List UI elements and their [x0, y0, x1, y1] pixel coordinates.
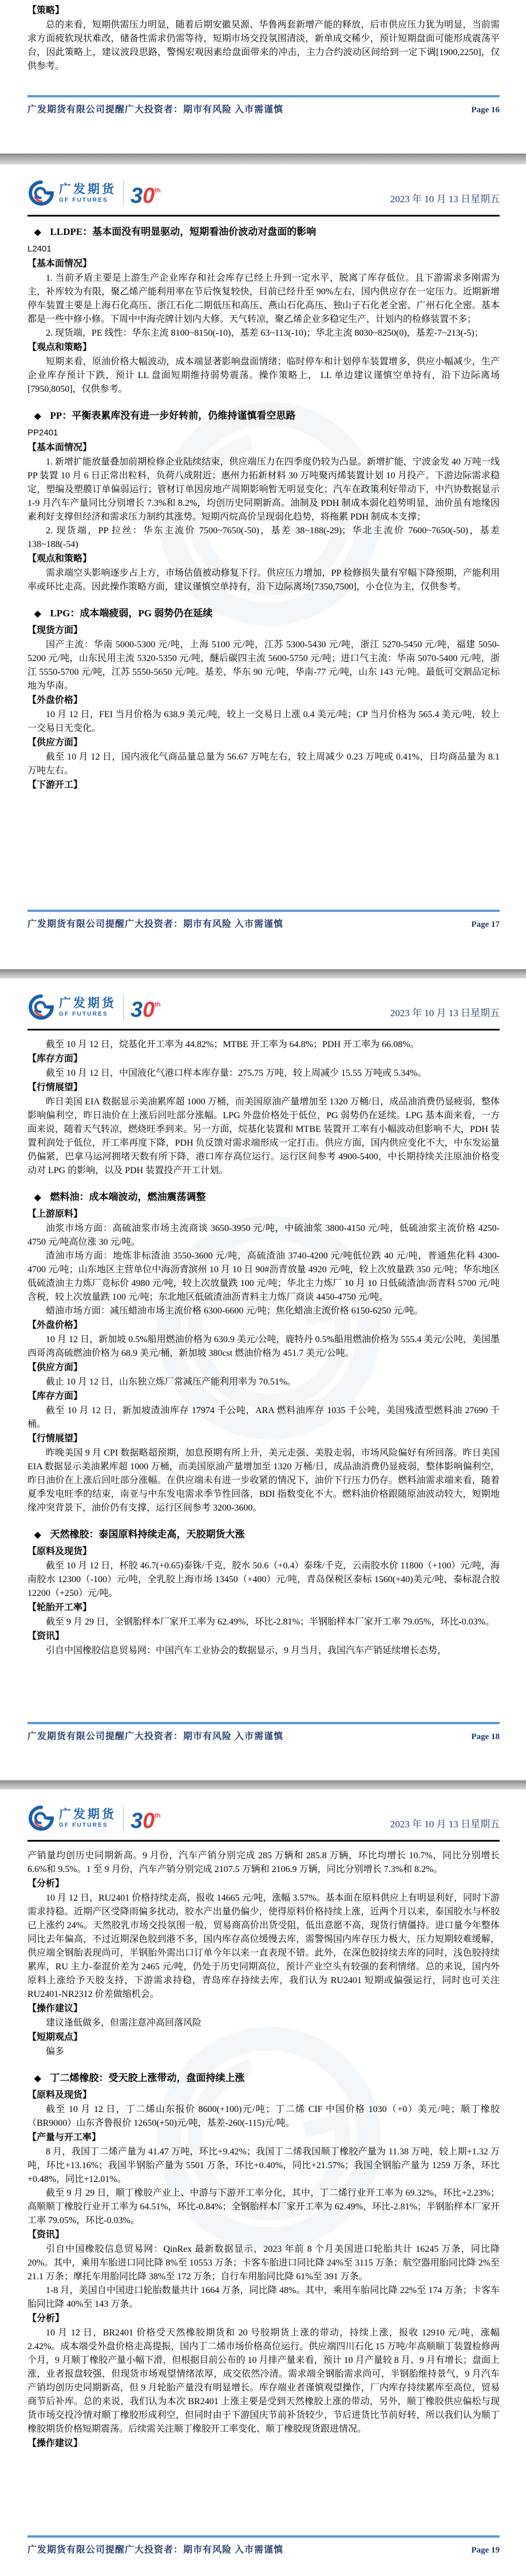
footer-disclaimer: 广发期货有限公司提醒广大投资者：期市有风险 入市需谨慎: [27, 919, 284, 929]
paragraph: 油浆市场方面：高硫油浆市场主流商谈 3650-3950 元/吨，中硫油浆 3800-4150 元/吨，低硫油浆主流价格 4250-4750 元/吨高位涨 30 元/吨。: [27, 1224, 500, 1247]
gf-logo-icon: [27, 1804, 55, 1832]
bracket-label: 【策略】: [27, 6, 65, 15]
paragraph: 偏多: [46, 2047, 65, 2056]
page-17: [0, 164, 526, 969]
bracket-label: 【下游开工】: [27, 780, 83, 790]
paragraph: 渣油市场方面：地炼非标渣油 3550-3600 元/吨，高硫渣油 3740-4200 元/吨低位跌 40 元/吨，普通焦化料 4300-4700 元/吨；山东地区主营单位中海沥青滨州 10 月 10 日 90#沥青放量 4920 元/吨，较上次放量跌 350 元/吨；华东地区低硫渣油主力炼厂竞标价 4980 元/吨，较上次放量跌 100 元/吨；华北主力炼厂 10 月 10 日低硫渣油/沥青料 5700 元/吨含税，较上次放量跌 100 元/吨；东北地区低硫渣油沥青料主力炼厂商谈 4450-4750 元/吨。: [27, 1251, 500, 1302]
page-header: [27, 1804, 500, 1832]
brand-name-cn: 广发期货: [59, 182, 116, 196]
paragraph: 昨晚美国 9 月 CPI 数据略超预期，加息预期有所上升，美元走强、美股走弱，市场风险偏好有所回落。昨日美国 EIA 数据显示美油累库超 1000 万桶，而美国原油产量增加至 1320 万桶/日，成品油消费仍显疲弱，整体影响偏利空，昨日油价在上涨后回吐部分涨幅。在供应端未有进一步收紧的情况下，油价下行压力仍存。燃料油需求端来看，随着夏季发电旺季的结束，南亚与中东发电需求季节性回落，BDI 指数变化不大。燃料油价格跟随原油波动较大，短期地缘冲突背景下，油价仍有支撑，运行区间参考 3200-3600。: [27, 1448, 500, 1513]
bracket-label: 【现货方面】: [27, 626, 83, 635]
diamond-bullet-icon: ◆: [34, 228, 41, 237]
page-footer: [27, 95, 500, 115]
diamond-bullet-icon: ◆: [34, 1193, 41, 1202]
brand-name-cn: 广发期货: [59, 1807, 116, 1821]
diamond-bullet-icon: ◆: [34, 412, 41, 421]
bracket-label: 【产量与开工率】: [27, 2133, 101, 2142]
section-heading: [34, 409, 500, 423]
bracket-label: 【资讯】: [27, 1631, 65, 1641]
footer-disclaimer: 广发期货有限公司提醒广大投资者：期市有风险 入市需谨慎: [27, 2545, 284, 2555]
report-date: 2023 年 10 月 13 日星期五: [390, 1819, 500, 1830]
bracket-label: 【操作建议】: [27, 2004, 83, 2013]
paragraph: 截至 10 月 12 日，杯胶 46.7(+0.65)泰铢/千克，胶水 50.6（+0.4）泰珠/千克，云南胶水价 11800（+100）元/吨，海南胶水 12300（-100）元/吨，全乳胶上海市场 13450（+400）元/吨，青岛保税区泰标 1560(+40)美元/吨，泰标混合胶 12200（+250）元/吨。: [27, 1561, 500, 1598]
bracket-label: 【资讯】: [27, 2230, 65, 2240]
bracket-label: 【库存方面】: [27, 1391, 83, 1401]
bracket-label: 【供应方面】: [27, 1363, 83, 1372]
paragraph: 1. 新增扩能放量叠加前期检修企业陆续结束，供应端压力在四季度仍较为凸显。新增扩能，宁波金发 40 万吨一线 PP 装置 10 月 6 日正常出粒料，负荷八成附近；惠州力拓新材料 30 万吨聚丙烯装置计划 10 月投产。下游边际需求稳定，塑编及塑膜订单偏弱运行；管材订单因房地产周期影响暂无明显变化；汽车在政策利好带动下，中汽协数据显示 1-9 月汽车产量同比分别增长 7.3%和 8.2%，均创历史同期新高。油制及 PDH 制成本弱化趋势明显，油价虽有地缘因素利好支撑但经济和需求压力制约其涨势。短期丙烷高价呈现弱化趋势，将拖累 PDH 制成本支撑；: [27, 457, 500, 522]
bracket-label: 【供应方面】: [27, 738, 83, 748]
brand-logo: [27, 1804, 161, 1832]
page-18: [0, 978, 526, 1780]
section-title: PP：平衡表累库没有进一步好转前，仍维持谨慎看空思路: [50, 410, 296, 421]
paragraph: 8 月，我国丁二烯产量为 41.47 万吨，环比+9.42%；我国丁二烯我国顺丁橡胶产量为 11.38 万吨，较上期+1.32 万吨，环比+13.16%；我国半钢胎产量为 5501 万条，环比+0.40%，同比+21.57%；我国全钢胎产量为 1259 万条，环比+0.48%，同比+12.01%。: [27, 2147, 500, 2184]
page-number: Page 16: [471, 105, 500, 115]
brand-name-en: GF FUTURES: [59, 196, 108, 203]
paragraph: 截至 9 月 29 日，全钢胎样本厂家开工率为 62.49%，环比-2.81%；半钢胎样本厂家开工率 79.05%，环比-0.03%。: [46, 1617, 495, 1627]
anniversary-digit-0: 0: [143, 183, 155, 208]
brand-logo: [27, 993, 161, 1021]
paragraph: 截至 10 月 12 日，国内液化气商品量总量为 56.67 万吨左右，较上周减少 0.23 万吨或 0.41%，日均商品量为 8.1 万吨左右。: [27, 752, 500, 776]
paragraph: 截至 10 月 12 日，新加坡渣油库存 17974 千公吨，ARA 燃料油库存 1035 千公吨，美国残渣型燃料油 27690 千桶。: [27, 1406, 500, 1429]
paragraph: 截至 10 月 12 日，中国液化气港口样本库存量：275.75 万吨，较上周减少 15.55 万吨或 5.34%。: [46, 1068, 427, 1078]
page-gap: [0, 1780, 526, 1790]
paragraph: 蜡油市场方面：减压蜡油市场主流价格 6300-6600 元/吨；焦化蜡油主流价格 6150-6250 元/吨。: [46, 1306, 424, 1316]
anniversary-th: th: [155, 1812, 161, 1819]
brand-logo: [27, 179, 161, 207]
page-number: Page 18: [471, 1732, 500, 1741]
page-number: Page 19: [471, 2546, 500, 2555]
brand-text: [59, 1808, 116, 1829]
paragraph: 引自中国橡胶信息贸易网：QinRex 最新数据显示，2023 年前 8 个月美国进口轮胎共计 16245 万条，同比降 20%。其中，乘用车胎进口同比降 8%至 10553 万条；卡客车胎进口同比降 24%至 3115 万条；航空器用胎同比降 2%至 21.1 万条；摩托车用胎同比降 38%至 172 万条；自行车用胎同比降 61%至 391 万条。: [27, 2244, 500, 2282]
bracket-label: 【原料及现货】: [27, 1547, 92, 1556]
bracket-label: 【轮胎开工率】: [27, 1603, 92, 1613]
bracket-label: 【外盘价格】: [27, 1320, 83, 1330]
paragraph: 国产主流：华南 5000-5300 元/吨，上海 5100 元/吨，江苏 5300-5430 元/吨，浙江 5270-5450 元/吨，福建 5050-5200 元/吨，山东民用主流 5320-5350 元/吨，醚后碳四主流 5600-5750 元/吨；进口气主流：华南 5070-5400 元/吨，浙江 5550-5700 元/吨，江苏 5550-5650 元/吨。基差，华东 90 元/吨，华南-77 元/吨，山东 143 元/吨。最低可交割品定标地为华南。: [27, 640, 500, 691]
paragraph: 截至 9 月 29 日，顺丁橡胶产业上、中游与下游开工率分化，其中，丁二烯行业开工率为 69.32%，环比+2.23%；高顺顺丁橡胶行业开工率为 64.51%，环比-0.84%；全钢胎样本厂家开工率为 62.49%，环比-2.81%；半钢胎样本厂家开工率 79.05%，环比-0.03%。: [27, 2188, 500, 2225]
page-19: [0, 1790, 526, 2576]
paragraph: 10 月 12 日，RU2401 价格持续走高，报收 14665 元/吨，涨幅 3.57%。基本面在原料供应上有明显利好，同时下游需求持稳。近期产区受降雨偏多扰动，胶水产出量仍偏少，使得原料价格持续上涨，近两个月以来，泰国胶水与杯胶已上涨约 24%。天然胶乳市场交投氛围一般，贸易商高价出货受阻，低出意愿不高，现货行情僵持。进口量今年整体同比去年偏高，不过近期深色胶到港不多，国内库存高位缓慢去库，需警惕国内库存压力极大，压力短期较难缓解，供应端全钢胎表现尚可，半钢胎外需出口订单今年以来一直表现不错。此外，在深色胶持续去库的同时，浅色胶持续累库，RU 主力-泰混价差为 2465 元/吨，仍处于历史同期高位，预计产业空头有较强的套利情绪。总的来说，国内外原料上涨给予天胶支持，下游需求持稳，青岛库存持续去库，我们认为 RU2401 短期或偏强运行，同时也可关注 RU2401-NR2312 价差做缩机会。: [27, 1893, 500, 1999]
diamond-bullet-icon: ◆: [34, 1531, 41, 1540]
paragraph: 总的来看，短期供需压力明显，随着后期安徽昊源、华鲁两套新增产能的释放，后市供应压力犹为明显，当前需求方面疲软现状难改，储备性需求仍需等待，短期市场交投氛围清淡，新单成交稀少，预计短期盘面可能形成震荡平台，因此策略上，建议波段思路，警惕宏观因素给盘面带来的冲击，主力合约波动区间给到一定下调[1900,2250]，仅供参考。: [27, 20, 500, 71]
bracket-label: 【基本面情况】: [27, 259, 92, 269]
section-title: LPG：成本端疲弱，PG 弱势仍在延续: [50, 608, 213, 619]
page-footer: [27, 2535, 500, 2555]
paragraph: 截止 10 月 12 日，山东独立炼厂常减压产能利用率为 70.51%。: [46, 1377, 296, 1387]
brand-text: [59, 997, 116, 1018]
contract-code: PP2401: [27, 428, 58, 438]
section-title: 天然橡胶：泰国原料持续走高，天胶期货大涨: [50, 1529, 245, 1540]
anniversary-digit-3: 3: [130, 1808, 143, 1833]
page-body: [27, 1038, 500, 1717]
bracket-label: 【外盘价格】: [27, 695, 83, 705]
header-rule: [27, 215, 500, 217]
page-body: [27, 224, 500, 905]
anniversary-digit-3: 3: [130, 183, 143, 208]
page-gap: [0, 969, 526, 978]
bracket-label: 【分析】: [27, 1879, 65, 1889]
paragraph: 1-8 月，美国自中国进口轮胎数量共计 1664 万条，同比降 48%。其中，乘用车胎同比降 22%至 174 万条；卡客车胎同比降 40%至 143 万条。: [27, 2286, 500, 2309]
section-title: 丁二烯橡胶：受天胶上涨带动，盘面持续上涨: [50, 2072, 245, 2083]
header-rule: [27, 1840, 500, 1842]
header-rule: [27, 1029, 500, 1031]
bracket-label: 【行情展望】: [27, 1083, 83, 1092]
paragraph: 截至 10 月 12 日，烷基化开工率为 44.82%；MTBE 开工率为 64.8%；PDH 开工率为 66.08%。: [46, 1040, 420, 1049]
paragraph: 产销量均创历史同期新高。9 月份，汽车产销分别完成 285 万辆和 285.8 万辆，环比均增长 10.7%，同比分别增长 6.6%和 9.5%。1 至 9 月份，汽车产销分别完成 2107.5 万辆和 2106.9 万辆，同比分别增长 7.3%和 8.2%。: [27, 1851, 500, 1874]
anniversary-digit-3: 3: [130, 997, 143, 1022]
gf-logo-icon: [27, 179, 55, 207]
report-date: 2023 年 10 月 13 日星期五: [390, 194, 500, 204]
section-title: 燃料油：成本端波动，燃油震荡调整: [50, 1191, 206, 1202]
page-16: [0, 0, 526, 154]
section-heading: [34, 1528, 500, 1542]
section-heading: [34, 1190, 500, 1205]
page-footer: [27, 1722, 500, 1742]
anniversary-digit-0: 0: [143, 997, 155, 1022]
page-header: [27, 993, 500, 1021]
diamond-bullet-icon: ◆: [34, 2074, 41, 2083]
diamond-bullet-icon: ◆: [34, 609, 41, 619]
bracket-label: 【原料及现货】: [27, 2090, 92, 2100]
section-title: LLDPE：基本面没有明显驱动，短期看油价波动对盘面的影响: [50, 226, 317, 237]
paragraph: 昨日美国 EIA 数据显示美油累库超 1000 万桶，而美国原油产量增加至 1320 万桶/日，成品油消费仍显疲弱，整体影响偏利空，昨日油价在上涨后回吐部分涨幅。LPG 外盘价格处于低位，PG 弱势仍在延续。LPG 基本面来看，一方面来说，随着天气转凉，燃烧旺季到来。另一方面，烷基化装置和 MTBE 装置开工率有小幅波动但影响不大，PDH 装置利润处于低位，开工率再度下降，PDH 负反馈对需求端形成一定打击。供应方面，国内供应变化不大，中东发运量仍偏紧，巴拿马运河拥堵天数有所下降，港口库存高位运行。运行区间参考 4900-5400，中长期持续关注原油价格变动对 LPG 的影响，以及 PDH 装置投产开工计划。: [27, 1097, 500, 1175]
section-heading: [34, 225, 500, 239]
brand-name-cn: 广发期货: [59, 996, 116, 1010]
anniversary-30th-logo: [130, 1805, 161, 1832]
page-gap: [0, 154, 526, 164]
footer-disclaimer: 广发期货有限公司提醒广大投资者：期市有风险 入市需谨慎: [27, 105, 284, 115]
anniversary-digit-0: 0: [143, 1808, 155, 1833]
paragraph: 10 月 12 日，FEI 当月价格为 638.9 美元/吨，较上一交易日上涨 0.4 美元/吨；CP 当月价格为 565.4 美元/吨，较上一交易日无变化。: [27, 710, 500, 733]
bracket-label: 【行情展望】: [27, 1434, 83, 1444]
page-footer: [27, 910, 500, 930]
paragraph: 10 月 12 日，新加坡 0.5%船用燃油价格为 630.9 美元/公吨，鹿特丹 0.5%船用燃油价格为 555.4 美元/公吨，美国墨西哥湾高硫燃油价格为 68.9 美元/桶，新加坡 380cst 燃油价格为 451.7 美元/公吨。: [27, 1335, 500, 1358]
page-number: Page 17: [471, 920, 500, 929]
anniversary-30th-logo: [130, 180, 161, 207]
paragraph: 短期来看，原油价格大幅波动，成本端显著影响盘面情绪；临时停车和计划停车装置增多，供应小幅减少，生产企业库存预计下跌，预计 LL 盘面短期维持弱势震荡。操作策略上， LL 单边建议谨慎空单持有，沿下边际离场[7950,8050]，仅供参考。: [27, 357, 500, 394]
paragraph: 需求端空头影响逐步占上方，市场估值被动修复下行。供应压力增加，PP 检修损失量有窄幅下降预期，产能利用率或环比走高。因此操作策略方面，建议谨慎空单持有，沿下边际离场[7350,7500]，小仓位为主，仅供参考。: [27, 568, 500, 592]
brand-divider: [123, 180, 124, 206]
brand-divider: [123, 994, 124, 1020]
paragraph: 1. 当前矛盾主要是上游生产企业库存和社会库存已经上升到一定水平，脱离了库存低位。且下游需求多刚需为主，补库较为有限，聚乙烯产能利用率在节后恢复较快，目前已经升至 90%左右，国内供应存在一定压力。近期新增停车装置主要是上海石化高压、浙江石化二期低压和高压、燕山石化高压、独山子石化老全密、广州石化全密。基本都是一些中修小修。下周中中海壳牌计划内大修。天气转凉，聚乙烯企业多稳定生产，计划内的检修装置不多；: [27, 273, 500, 324]
page-body: [27, 1849, 500, 2531]
bracket-label: 【基本面情况】: [27, 443, 92, 453]
section-heading: [34, 607, 500, 621]
anniversary-th: th: [155, 1001, 161, 1008]
bracket-label: 【上游原料】: [27, 1209, 83, 1219]
report-date: 2023 年 10 月 13 日星期五: [390, 1008, 500, 1018]
paragraph: 建议逢低做多，但需注意冲高回落风险: [46, 2018, 202, 2028]
paragraph: 引自中国橡胶信息贸易网：中国汽车工业协会的数据显示，9 月当月，我国汽车产销延续增长态势，: [46, 1646, 447, 1655]
gf-logo-icon: [27, 993, 55, 1021]
paragraph: 2. 现货端，PP 拉丝：华东主流价 7500~7650(-50)，基差 38~188(-29)；华北主流价 7600~7650(-50)，基差 138~188(-54): [27, 526, 500, 549]
brand-text: [59, 183, 116, 204]
anniversary-30th-logo: [130, 994, 161, 1021]
brand-divider: [123, 1806, 124, 1831]
footer-disclaimer: 广发期货有限公司提醒广大投资者：期市有风险 入市需谨慎: [27, 1732, 284, 1741]
brand-name-en: GF FUTURES: [59, 1822, 108, 1828]
page-body: [27, 3, 500, 91]
bracket-label: 【短期观点】: [27, 2032, 83, 2042]
brand-name-en: GF FUTURES: [59, 1010, 108, 1017]
bracket-label: 【观点和策略】: [27, 554, 92, 564]
anniversary-th: th: [155, 187, 161, 194]
paragraph: 10 月 12 日，BR2401 价格受天然橡胶期货和 20 号胶期货上涨的带动，持续上涨，报收 12910 元/吨，涨幅 2.42%。成本端受外盘价格走高提振，国内丁二烯市场价格高位运行。供应端四川石化 15 万吨/年高顺顺丁装置检修两个月，9 月顺丁橡胶产量小幅下滑，但根据目前公布的 10 月排产量来看，预计 10 月产量较 8 月、9 月有增长；盘面上涨，业者报盘较强，但现货市场观望情绪浓厚，成交依然冷清。需求端全钢胎需求尚可，半钢胎维持景气，9 月汽车产销均创历史同期新高，但 9 月轮胎产量没有明显增长。库存端业者谨慎观望操作，厂内库存持续累库至高位，贸易商节后补库。总的来说，我们认为本次 BR2401 上涨主要是受到天然橡胶上涨的带动，另外，顺丁橡胶供应偏松与现货市场交投冷情对顺丁橡胶形成利空，但同时由于下游国庆节前补货较少，节后进货比节前好转，所以我们认为顺丁橡胶期货价格短期震荡。后续需关注顺丁橡胶开工率变化、顺丁橡胶现货跟进情况。: [27, 2328, 500, 2434]
paragraph: 截至 10 月 12 日，丁二烯山东报价 8600(+100)元/吨；丁二烯 CIF 中国价格 1030（+0）美元/吨；顺丁橡胶（BR9000）山东齐鲁报价 12650(+50)元/吨，基差-260(-115)元/吨。: [27, 2105, 500, 2128]
bracket-label: 【观点和策略】: [27, 343, 92, 352]
paragraph: 2. 现货端，PE 线性：华东主流 8100~8150(-10)，基差 63~113(-10)；华北主流 8030~8250(0)，基差-7~213(-5)；: [46, 328, 484, 338]
contract-code: L2401: [27, 244, 52, 254]
section-heading: [34, 2071, 500, 2086]
bracket-label: 【操作建议】: [27, 2439, 83, 2448]
bracket-label: 【库存方面】: [27, 1054, 83, 1064]
page-header: [27, 179, 500, 207]
bracket-label: 【分析】: [27, 2314, 65, 2323]
